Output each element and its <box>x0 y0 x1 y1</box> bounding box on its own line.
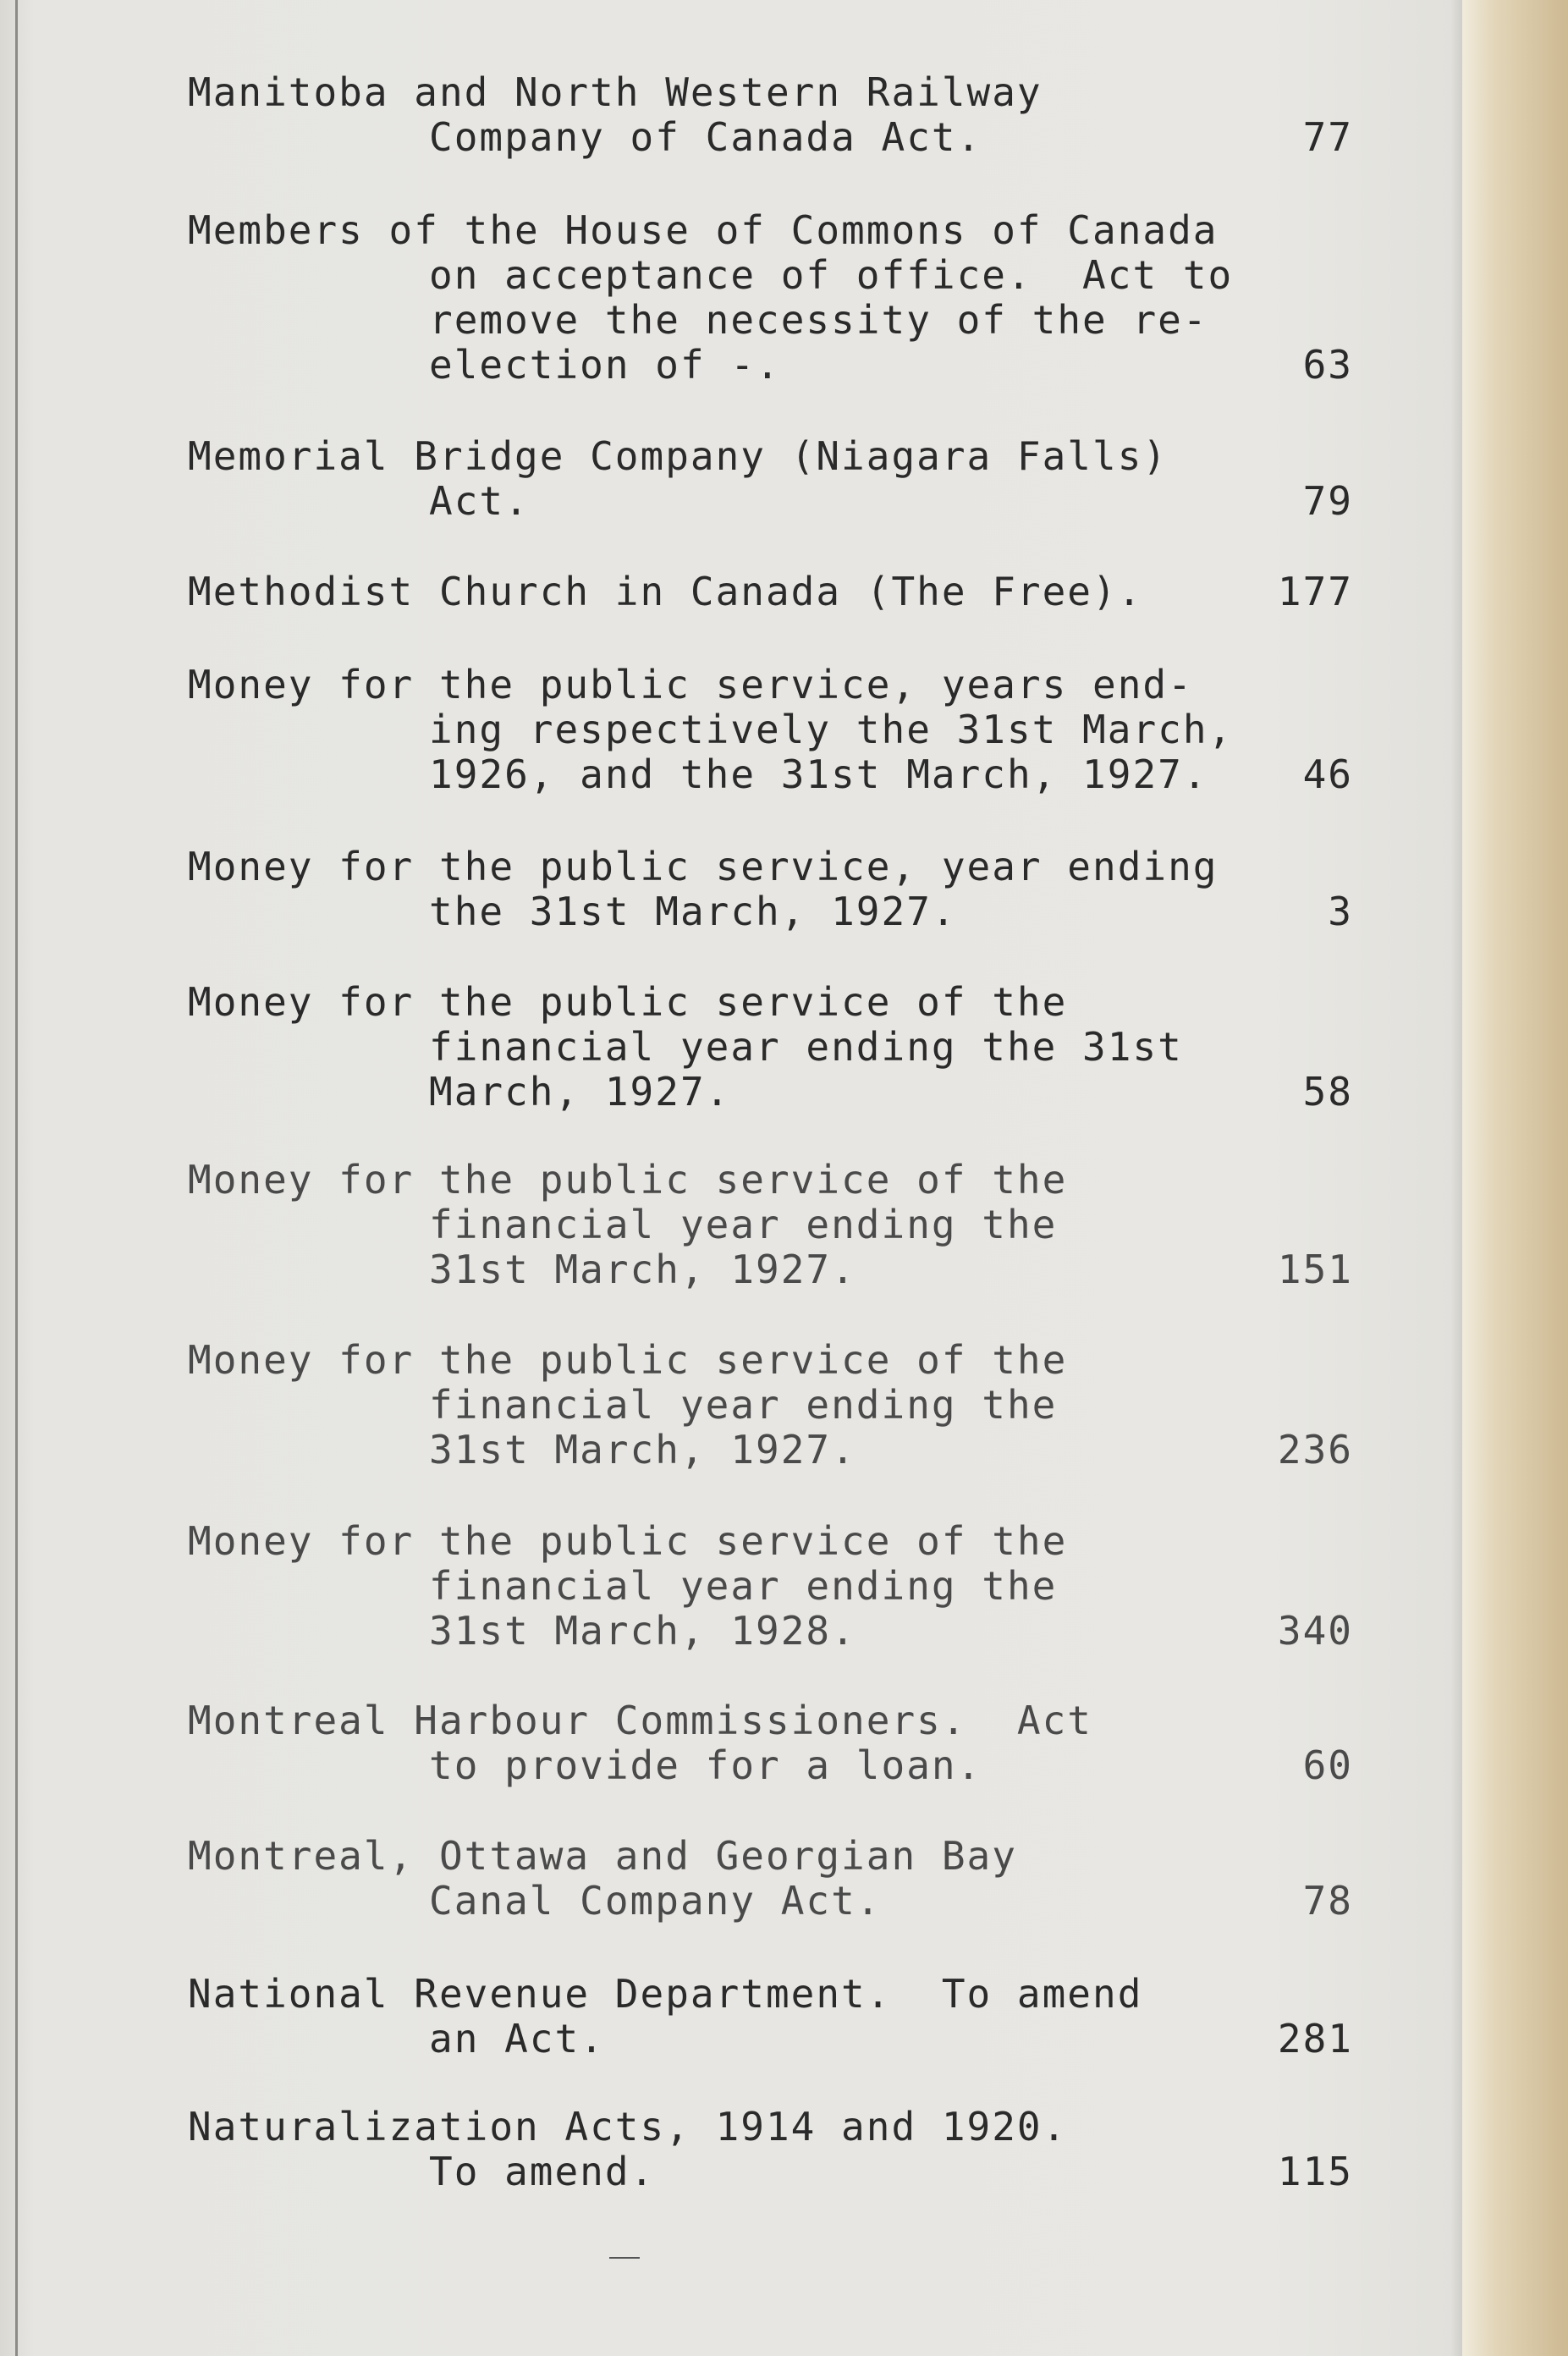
entry-page-number: 236 <box>1277 1427 1353 1472</box>
entry-line: the 31st March, 1927. <box>429 889 957 934</box>
entry-page-number: 151 <box>1277 1247 1353 1292</box>
entry-line: Memorial Bridge Company (Niagara Falls) <box>188 433 1169 479</box>
entry-line: financial year ending the 31st <box>429 1024 1183 1070</box>
entry-line: Canal Company Act. <box>429 1878 882 1924</box>
entry-line: 31st March, 1927. <box>429 1247 856 1292</box>
entry-line: To amend. <box>429 2149 656 2194</box>
index-entry <box>188 980 1373 1115</box>
entry-line: financial year ending the <box>429 1382 1058 1428</box>
index-entry <box>188 663 1373 797</box>
entry-page-number: 46 <box>1302 751 1353 797</box>
entry-line: remove the necessity of the re- <box>429 297 1208 343</box>
entry-line: Naturalization Acts, 1914 and 1920. <box>188 2104 1068 2150</box>
entry-line: Money for the public service, year ending <box>188 844 1219 889</box>
entry-line: ing respectively the 31st March, <box>429 707 1234 752</box>
entry-line: election of -. <box>429 342 781 388</box>
entry-line: Money for the public service, years end- <box>188 662 1193 707</box>
entry-line: 31st March, 1928. <box>429 1608 856 1654</box>
entry-line: March, 1927. <box>429 1069 731 1115</box>
index-entry <box>188 570 1373 614</box>
entry-page-number: 177 <box>1277 569 1353 614</box>
entry-line: Manitoba and North Western Railway <box>188 69 1043 115</box>
entry-page-number: 60 <box>1302 1742 1353 1788</box>
entry-line: 1926, and the 31st March, 1927. <box>429 751 1208 797</box>
entry-line: on acceptance of office. Act to <box>429 252 1234 298</box>
entry-line: Montreal Harbour Commissioners. Act <box>188 1698 1092 1743</box>
index-entry <box>188 1698 1373 1788</box>
entry-line: Montreal, Ottawa and Georgian Bay <box>188 1833 1017 1879</box>
index-entry <box>188 434 1373 524</box>
entry-line: financial year ending the <box>429 1202 1058 1247</box>
index-entry <box>188 208 1373 388</box>
entry-page-number: 79 <box>1302 478 1353 524</box>
entry-page-number: 115 <box>1277 2149 1353 2194</box>
entry-page-number: 63 <box>1302 342 1353 388</box>
entry-line: 31st March, 1927. <box>429 1427 856 1472</box>
entry-line: Act. <box>429 478 530 524</box>
entry-page-number: 78 <box>1302 1878 1353 1924</box>
entry-line: Money for the public service of the <box>188 1518 1068 1564</box>
index-entry <box>188 1338 1373 1472</box>
index-entry <box>188 1834 1373 1924</box>
index-entry <box>188 1972 1373 2062</box>
index-entry <box>188 2105 1373 2194</box>
entry-line: Money for the public service of the <box>188 1337 1068 1383</box>
index-entry <box>188 1158 1373 1292</box>
index-entry <box>188 70 1373 160</box>
entry-line: financial year ending the <box>429 1563 1058 1609</box>
entry-line: Methodist Church in Canada (The Free). <box>188 569 1143 614</box>
entry-line: Members of the House of Commons of Canada <box>188 207 1219 253</box>
entry-page-number: 340 <box>1277 1608 1353 1654</box>
entry-page-number: 58 <box>1302 1069 1353 1115</box>
entry-line: National Revenue Department. To amend <box>188 1971 1143 2017</box>
entry-page-number: 281 <box>1277 2016 1353 2062</box>
entry-page-number: 3 <box>1328 889 1353 934</box>
entry-line: Money for the public service of the <box>188 979 1068 1025</box>
entry-page-number: 77 <box>1302 114 1353 160</box>
index-entry <box>188 1519 1373 1654</box>
entry-line: an Act. <box>429 2016 605 2062</box>
bottom-dash-mark <box>609 2257 640 2259</box>
entry-line: Money for the public service of the <box>188 1157 1068 1203</box>
index-entry <box>188 845 1373 934</box>
page-edge-strip <box>1462 0 1568 2356</box>
entry-line: Company of Canada Act. <box>429 114 982 160</box>
entry-line: to provide for a loan. <box>429 1742 982 1788</box>
